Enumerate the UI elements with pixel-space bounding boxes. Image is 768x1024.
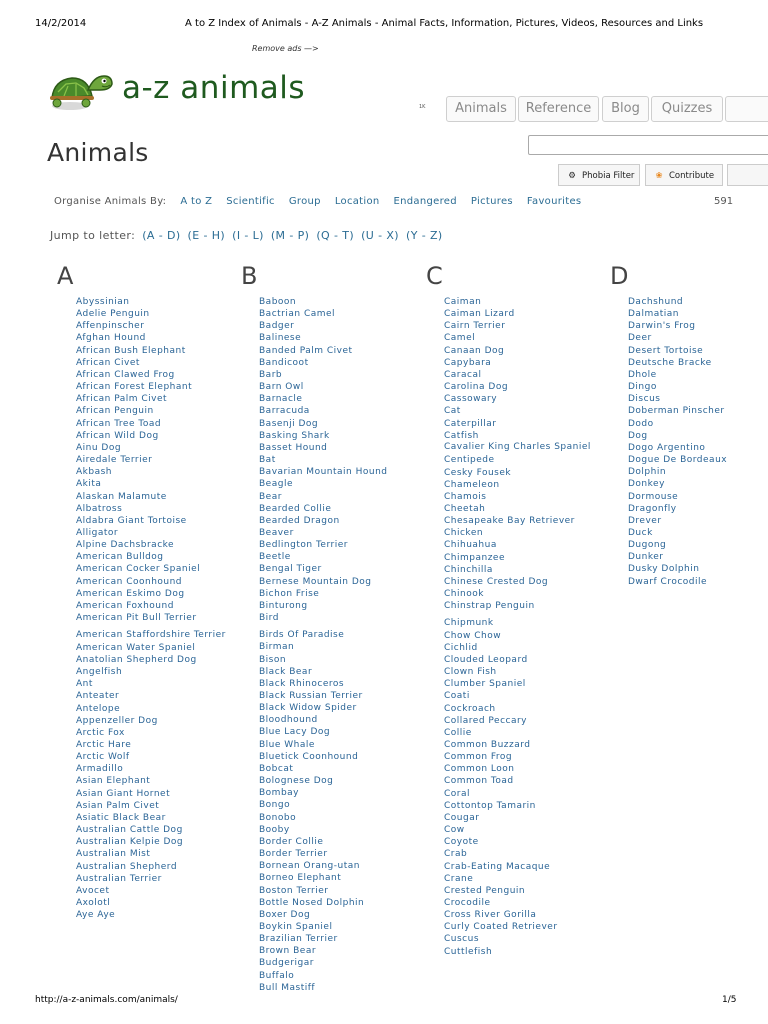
animal-link[interactable]: Caiman: [444, 297, 482, 307]
jump-link-q-t[interactable]: (Q - T): [316, 229, 355, 242]
animal-link[interactable]: Deer: [628, 333, 652, 344]
animal-link[interactable]: Dugong: [628, 540, 667, 551]
animal-link[interactable]: Brown Bear: [259, 946, 317, 957]
animal-link[interactable]: Cavalier King Charles Spaniel: [444, 442, 591, 453]
animal-link[interactable]: Dunker: [628, 552, 664, 563]
animal-link[interactable]: Bornean Orang-utan: [259, 861, 360, 872]
animal-link[interactable]: Asian Palm Civet: [76, 800, 160, 811]
animal-link[interactable]: Cuscus: [444, 934, 480, 945]
animal-link[interactable]: Dog: [628, 430, 648, 441]
animal-link[interactable]: Bolognese Dog: [259, 776, 334, 787]
animal-link[interactable]: Chinchilla: [444, 564, 493, 575]
animal-link[interactable]: Arctic Wolf: [76, 752, 130, 763]
animal-link[interactable]: Clumber Spaniel: [444, 679, 526, 690]
animal-link[interactable]: Border Terrier: [259, 849, 328, 860]
animal-link[interactable]: African Tree Toad: [76, 418, 162, 429]
animal-link[interactable]: African Penguin: [76, 406, 154, 417]
animal-link[interactable]: Bison: [259, 654, 287, 665]
animal-link[interactable]: Donkey: [628, 479, 665, 490]
search-input[interactable]: [528, 135, 768, 155]
animal-link[interactable]: Cichlid: [444, 642, 478, 653]
organise-link-endangered[interactable]: Endangered: [393, 196, 457, 207]
animal-link[interactable]: Bernese Mountain Dog: [259, 576, 372, 587]
animal-link[interactable]: Dingo: [628, 382, 657, 393]
site-name[interactable]: a-z animals: [122, 70, 306, 106]
animal-link[interactable]: Bloodhound: [259, 715, 318, 726]
animal-link[interactable]: Barracuda: [259, 406, 310, 417]
animal-link[interactable]: Akbash: [76, 467, 112, 478]
animal-link[interactable]: Boston Terrier: [259, 885, 329, 896]
animal-link[interactable]: Clown Fish: [444, 667, 497, 678]
animal-link[interactable]: Dormouse: [628, 491, 679, 502]
animal-link[interactable]: Bobcat: [259, 763, 294, 774]
animal-link[interactable]: Basset Hound: [259, 442, 328, 453]
animal-link[interactable]: Boykin Spaniel: [259, 921, 333, 932]
animal-link[interactable]: Chicken: [444, 528, 484, 539]
organise-link-a-to-z[interactable]: A to Z: [180, 196, 213, 207]
animal-link[interactable]: Asian Giant Hornet: [76, 788, 171, 799]
animal-link[interactable]: Dragonfly: [628, 503, 677, 514]
animal-link[interactable]: American Coonhound: [76, 576, 183, 587]
animal-link[interactable]: Brazilian Terrier: [259, 934, 338, 945]
animal-link[interactable]: Crab: [444, 849, 468, 860]
footer-url: http://a-z-animals.com/animals/: [35, 995, 178, 1005]
animal-link[interactable]: Carolina Dog: [444, 382, 509, 393]
letter-heading-d: D: [610, 262, 629, 290]
organise-label: Organise Animals By:: [54, 196, 167, 207]
animal-link[interactable]: Cockroach: [444, 703, 496, 714]
animal-link[interactable]: African Civet: [76, 357, 140, 368]
animal-link[interactable]: Black Rhinoceros: [259, 678, 345, 689]
animal-link[interactable]: Cheetah: [444, 504, 486, 514]
animal-link[interactable]: Clouded Leopard: [444, 654, 528, 665]
jump-link-e-h[interactable]: (E - H): [187, 229, 226, 242]
animal-link[interactable]: Bearded Collie: [259, 503, 332, 514]
animal-link[interactable]: Dogue De Bordeaux: [628, 455, 728, 466]
animal-link[interactable]: Common Buzzard: [444, 739, 531, 750]
animal-link[interactable]: Avocet: [76, 885, 110, 896]
organise-link-scientific[interactable]: Scientific: [226, 196, 275, 207]
animal-link[interactable]: Abyssinian: [76, 297, 130, 307]
animal-link[interactable]: Catfish: [444, 430, 479, 441]
animal-link[interactable]: American Staffordshire Terrier: [76, 629, 226, 640]
print-date: 14/2/2014: [35, 18, 87, 29]
animal-link[interactable]: Alaskan Malamute: [76, 491, 167, 502]
animal-link[interactable]: Camel: [444, 333, 476, 344]
animal-link[interactable]: Chihuahua: [444, 540, 497, 551]
animal-link[interactable]: Bird: [259, 613, 279, 624]
animal-link[interactable]: Booby: [259, 824, 290, 835]
animal-link[interactable]: Ainu Dog: [76, 442, 122, 453]
animal-link[interactable]: African Clawed Frog: [76, 369, 175, 380]
animal-link[interactable]: African Bush Elephant: [76, 345, 186, 356]
animal-link[interactable]: Cassowary: [444, 394, 498, 405]
animal-link[interactable]: Beetle: [259, 552, 291, 563]
animal-link[interactable]: Adelie Penguin: [76, 309, 150, 320]
animal-link[interactable]: Bedlington Terrier: [259, 540, 348, 551]
animal-link[interactable]: Airedale Terrier: [76, 455, 153, 466]
letter-heading-b: B: [241, 262, 258, 290]
animal-link[interactable]: Border Collie: [259, 836, 324, 847]
animal-count: 591: [714, 196, 734, 207]
animal-link[interactable]: Crab-Eating Macaque: [444, 861, 551, 872]
animal-link[interactable]: Chamois: [444, 491, 487, 502]
animal-link[interactable]: Cuttlefish: [444, 946, 493, 957]
animal-link[interactable]: Chinstrap Penguin: [444, 601, 535, 612]
animal-link[interactable]: Baboon: [259, 297, 297, 307]
animal-link[interactable]: Boxer Dog: [259, 909, 311, 920]
animal-link[interactable]: Buffalo: [259, 970, 295, 981]
spider-icon: ⚙: [568, 171, 576, 181]
animal-link[interactable]: Birman: [259, 642, 295, 653]
jump-to-letter-bar: [50, 229, 443, 242]
jump-link-u-x[interactable]: (U - X): [361, 229, 399, 242]
animal-link[interactable]: Australian Shepherd: [76, 861, 178, 872]
jump-link-a-d[interactable]: (A - D): [142, 229, 181, 242]
animal-link[interactable]: Bottle Nosed Dolphin: [259, 897, 365, 908]
animal-link[interactable]: Darwin's Frog: [628, 321, 696, 332]
phobia-filter-label: Phobia Filter: [582, 171, 635, 181]
animal-link[interactable]: Caracal: [444, 369, 482, 380]
animal-link[interactable]: Common Loon: [444, 764, 515, 775]
animal-link[interactable]: Crested Penguin: [444, 885, 526, 896]
animal-link[interactable]: Cross River Gorilla: [444, 910, 537, 921]
animal-link[interactable]: Chinook: [444, 589, 484, 600]
animal-link[interactable]: Asian Elephant: [76, 776, 151, 787]
animal-link[interactable]: Dusky Dolphin: [628, 564, 700, 575]
animal-link[interactable]: Bluetick Coonhound: [259, 751, 359, 762]
animal-link[interactable]: Alpine Dachsbracke: [76, 540, 175, 551]
animal-link[interactable]: Barb: [259, 369, 283, 380]
animal-link[interactable]: Banded Palm Civet: [259, 345, 353, 356]
animal-link[interactable]: Coyote: [444, 837, 479, 848]
organise-link-pictures[interactable]: Pictures: [470, 196, 513, 207]
animal-list-c: [444, 296, 624, 958]
organise-link-group[interactable]: Group: [288, 196, 321, 207]
animal-link[interactable]: Collie: [444, 727, 472, 738]
animal-link[interactable]: African Forest Elephant: [76, 382, 193, 393]
turtle-logo-icon[interactable]: [48, 68, 118, 116]
animal-link[interactable]: Centipede: [444, 455, 495, 466]
animal-link[interactable]: Armadillo: [76, 764, 124, 775]
animal-link[interactable]: Binturong: [259, 600, 308, 611]
nav-tab-more[interactable]: [725, 96, 768, 122]
organise-link-location[interactable]: Location: [334, 196, 380, 207]
animal-link[interactable]: Common Toad: [444, 776, 514, 787]
animal-link[interactable]: Beagle: [259, 479, 293, 490]
animal-link[interactable]: African Palm Civet: [76, 394, 168, 405]
animal-link[interactable]: Bat: [259, 455, 276, 466]
animal-link[interactable]: Bongo: [259, 800, 291, 811]
animal-link[interactable]: Drever: [628, 515, 662, 526]
animal-link[interactable]: Aye Aye: [76, 910, 116, 921]
animal-link[interactable]: Australian Mist: [76, 849, 151, 860]
animal-link[interactable]: Chipmunk: [444, 618, 494, 629]
animal-link[interactable]: Black Widow Spider: [259, 703, 357, 714]
animal-link[interactable]: Albatross: [76, 503, 123, 514]
animal-link[interactable]: Dogo Argentino: [628, 442, 706, 453]
jump-label: Jump to letter:: [50, 229, 136, 242]
animal-link[interactable]: Anteater: [76, 691, 120, 702]
animal-link[interactable]: Crocodile: [444, 898, 491, 908]
animal-link[interactable]: Caterpillar: [444, 418, 497, 429]
animal-link[interactable]: Bearded Dragon: [259, 515, 340, 526]
animal-link[interactable]: Bombay: [259, 788, 300, 799]
phobia-filter-button[interactable]: [558, 164, 640, 186]
jump-link-m-p[interactable]: (M - P): [270, 229, 310, 242]
animal-link[interactable]: Ant: [76, 679, 93, 690]
animal-link[interactable]: Cairn Terrier: [444, 321, 506, 332]
animal-link[interactable]: Arctic Fox: [76, 727, 125, 738]
animal-link[interactable]: Basenji Dog: [259, 418, 319, 429]
nav-tab-blog[interactable]: Blog: [602, 96, 649, 122]
animal-link[interactable]: Basking Shark: [259, 430, 330, 441]
organise-link-favourites[interactable]: Favourites: [526, 196, 582, 207]
animal-link[interactable]: Deutsche Bracke: [628, 357, 712, 368]
animal-link[interactable]: Chinese Crested Dog: [444, 576, 549, 587]
animal-link[interactable]: Antelope: [76, 703, 121, 714]
animal-list-d: [628, 296, 768, 588]
animal-link[interactable]: Cesky Fousek: [444, 467, 512, 478]
animal-link[interactable]: Dodo: [628, 418, 654, 429]
animal-link[interactable]: Bichon Frise: [259, 588, 320, 599]
remove-ads-link[interactable]: Remove ads —>: [252, 44, 319, 53]
more-button[interactable]: [727, 164, 768, 186]
animal-link[interactable]: Black Bear: [259, 666, 313, 677]
contribute-button[interactable]: [645, 164, 723, 186]
animal-link[interactable]: Cow: [444, 825, 465, 836]
animal-link[interactable]: American Foxhound: [76, 600, 174, 611]
animal-link[interactable]: Australian Cattle Dog: [76, 825, 183, 836]
animal-link[interactable]: Canaan Dog: [444, 345, 505, 356]
animal-link[interactable]: Birds Of Paradise: [259, 630, 345, 641]
animal-link[interactable]: Collared Peccary: [444, 715, 528, 726]
footer-page-number: 1/5: [722, 995, 737, 1005]
animal-link[interactable]: Cat: [444, 406, 461, 417]
jump-link-i-l[interactable]: (I - L): [232, 229, 264, 242]
letter-heading-a: A: [57, 262, 74, 290]
animal-link[interactable]: Appenzeller Dog: [76, 715, 158, 726]
animal-link[interactable]: Capybara: [444, 357, 492, 368]
animal-link[interactable]: Common Frog: [444, 752, 513, 763]
animal-link[interactable]: Dhole: [628, 369, 657, 380]
animal-link[interactable]: Curly Coated Retriever: [444, 922, 558, 933]
animal-link[interactable]: Bull Mastiff: [259, 982, 316, 993]
animal-link[interactable]: American Eskimo Dog: [76, 588, 185, 599]
page-title: Animals: [47, 138, 149, 167]
animal-link[interactable]: Australian Kelpie Dog: [76, 837, 184, 848]
animal-link[interactable]: Affenpinscher: [76, 321, 145, 332]
print-page-title: A to Z Index of Animals - A-Z Animals - Animal Facts, Information, Pictures, Videos, Resources and Links: [185, 18, 704, 29]
animal-link[interactable]: Coral: [444, 788, 471, 799]
animal-link[interactable]: Dachshund: [628, 297, 684, 307]
animal-link[interactable]: Cottontop Tamarin: [444, 800, 536, 811]
animal-link[interactable]: Bactrian Camel: [259, 309, 336, 320]
animal-link[interactable]: Anatolian Shepherd Dog: [76, 654, 197, 665]
animal-link[interactable]: Aldabra Giant Tortoise: [76, 515, 187, 526]
butterfly-icon: ❀: [655, 171, 663, 181]
letter-heading-c: C: [426, 262, 443, 290]
animal-link[interactable]: Bengal Tiger: [259, 564, 322, 575]
organise-bar: [54, 196, 581, 207]
animal-link[interactable]: Chow Chow: [444, 630, 502, 641]
animal-link[interactable]: Dalmatian: [628, 309, 679, 320]
animal-link[interactable]: Chesapeake Bay Retriever: [444, 516, 575, 527]
animal-link[interactable]: Balinese: [259, 333, 302, 344]
animal-link[interactable]: American Water Spaniel: [76, 642, 196, 653]
animal-link[interactable]: Crane: [444, 873, 474, 884]
animal-link[interactable]: Black Russian Terrier: [259, 691, 363, 701]
animal-link[interactable]: Afghan Hound: [76, 333, 146, 344]
animal-link[interactable]: Barn Owl: [259, 382, 304, 393]
animal-link[interactable]: Axolotl: [76, 898, 111, 908]
animal-link[interactable]: Doberman Pinscher: [628, 406, 725, 417]
animal-link[interactable]: American Cocker Spaniel: [76, 564, 201, 575]
animal-list-b: [259, 296, 439, 994]
animal-link[interactable]: Angelfish: [76, 667, 123, 678]
nav-tab-animals[interactable]: Animals: [446, 96, 516, 122]
animal-link[interactable]: Cougar: [444, 812, 480, 823]
nav-tab-quizzes[interactable]: Quizzes: [651, 96, 723, 122]
animal-link[interactable]: Bear: [259, 491, 282, 502]
animal-link[interactable]: Arctic Hare: [76, 739, 132, 750]
animal-link[interactable]: Budgerigar: [259, 958, 314, 969]
animal-link[interactable]: Beaver: [259, 527, 294, 538]
animal-link[interactable]: Bavarian Mountain Hound: [259, 467, 388, 478]
animal-link[interactable]: Chameleon: [444, 479, 500, 490]
animal-link[interactable]: Badger: [259, 321, 295, 332]
animal-link[interactable]: Borneo Elephant: [259, 873, 342, 884]
animal-link[interactable]: Discus: [628, 394, 661, 405]
animal-link[interactable]: Blue Whale: [259, 739, 315, 750]
animal-link[interactable]: American Pit Bull Terrier: [76, 613, 197, 624]
contribute-label: Contribute: [669, 171, 715, 181]
animal-link[interactable]: Barnacle: [259, 394, 303, 405]
animal-link[interactable]: Caiman Lizard: [444, 309, 515, 320]
animal-link[interactable]: Asiatic Black Bear: [76, 812, 166, 823]
animal-link[interactable]: African Wild Dog: [76, 430, 159, 441]
animal-link[interactable]: Chimpanzee: [444, 552, 505, 563]
animal-link[interactable]: Desert Tortoise: [628, 345, 704, 356]
animal-link[interactable]: Akita: [76, 479, 102, 490]
animal-link[interactable]: Duck: [628, 527, 653, 538]
jump-link-y-z[interactable]: (Y - Z): [406, 229, 443, 242]
animal-link[interactable]: Bandicoot: [259, 357, 309, 368]
animal-list-a: [76, 296, 256, 921]
animal-link[interactable]: Dolphin: [628, 467, 667, 478]
social-count: 1K: [419, 104, 426, 110]
animal-link[interactable]: Alligator: [76, 527, 119, 538]
animal-link[interactable]: American Bulldog: [76, 552, 164, 563]
animal-link[interactable]: Blue Lacy Dog: [259, 727, 331, 738]
animal-link[interactable]: Dwarf Crocodile: [628, 576, 708, 587]
animal-link[interactable]: Coati: [444, 691, 470, 702]
animal-link[interactable]: Bonobo: [259, 812, 297, 823]
nav-tab-reference[interactable]: Reference: [518, 96, 599, 122]
animal-link[interactable]: Australian Terrier: [76, 873, 162, 884]
